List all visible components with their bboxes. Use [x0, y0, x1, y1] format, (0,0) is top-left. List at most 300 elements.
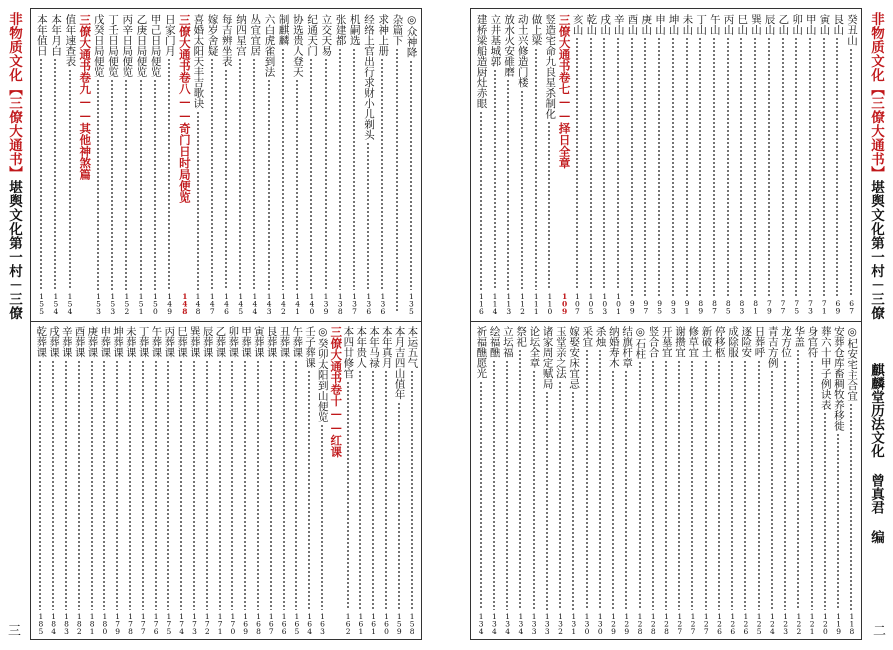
- page-number: 三: [8, 624, 22, 639]
- chapter-heading: [178, 14, 191, 314]
- entry-title: 庚葬课: [86, 326, 99, 358]
- toc-entry: [253, 326, 264, 634]
- entry-title: 艮山: [832, 14, 845, 35]
- leader-dots: [823, 37, 825, 297]
- page-ref: 131: [569, 611, 579, 634]
- page-ref: 93: [668, 299, 678, 314]
- entry-title: 本运五气: [406, 326, 419, 368]
- toc-entry: [48, 326, 59, 634]
- page-ref: 114: [490, 291, 500, 314]
- leader-dots: [599, 349, 601, 610]
- leader-dots: [411, 370, 413, 610]
- leader-dots: [612, 370, 614, 610]
- right-side-label: [868, 12, 884, 320]
- tagline: 堪舆文化第一村－三僚: [6, 180, 22, 320]
- entry-title: 丙葬课: [163, 326, 176, 358]
- entry-title: 乾山: [585, 14, 598, 35]
- page-number: 二: [873, 624, 887, 639]
- page-ref: 151: [136, 291, 146, 314]
- toc-entry: [292, 14, 303, 314]
- leader-dots: [69, 69, 71, 290]
- toc-entry: [304, 326, 315, 634]
- page-ref: 113: [504, 291, 514, 314]
- toc-entry: [489, 14, 500, 314]
- leader-dots: [771, 370, 773, 610]
- chapter-title: 三僚大通书卷十——红课: [329, 326, 344, 458]
- leader-dots: [559, 381, 561, 610]
- page-ref: 73: [806, 299, 815, 314]
- entry-title: 坤葬课: [111, 326, 124, 358]
- entry-title: 采宜: [581, 326, 594, 347]
- toc-entry: [99, 326, 110, 634]
- entry-title: 辰山: [763, 14, 776, 35]
- page-ref: 163: [318, 611, 327, 634]
- chapter-title: 三僚大通书卷七——择日全章: [557, 14, 572, 169]
- toc-entry: [249, 14, 260, 314]
- leader-dots: [296, 79, 298, 290]
- leader-dots: [410, 60, 412, 290]
- toc-entry: [201, 326, 212, 634]
- entry-title: 建桥梁船造厨灶赤眼: [475, 14, 488, 109]
- toc-entry: [541, 326, 552, 634]
- entry-title: 本四廿修官: [342, 326, 355, 379]
- toc-entry: [736, 14, 747, 314]
- leader-dots: [691, 360, 693, 610]
- page-ref: 81: [751, 299, 761, 314]
- leader-dots: [625, 370, 627, 610]
- toc-entry: [502, 326, 513, 634]
- leader-dots: [65, 360, 67, 610]
- entry-title: 竖合合: [647, 326, 660, 358]
- toc-entry: [150, 326, 161, 634]
- page-ref: 170: [228, 611, 238, 634]
- entry-title: 青吉方例: [766, 326, 779, 368]
- leader-dots: [225, 69, 227, 290]
- leader-dots: [797, 349, 799, 610]
- entry-title: 丁葬课: [137, 326, 150, 358]
- toc-entry: [206, 14, 217, 314]
- leader-dots: [644, 37, 646, 297]
- page-ref: 169: [241, 611, 251, 634]
- page-ref: 181: [87, 611, 97, 634]
- toc-entry: [571, 14, 582, 314]
- leader-dots: [535, 48, 537, 290]
- page-ref: 79: [764, 299, 774, 314]
- toc-entry: [50, 14, 61, 314]
- page-ref: 143: [264, 291, 274, 314]
- page-ref: 127: [675, 611, 685, 634]
- entry-title: 未葬课: [124, 326, 137, 358]
- leader-dots: [507, 79, 509, 290]
- leader-dots: [372, 370, 374, 610]
- entry-title: 玉堂亲之法: [554, 326, 567, 379]
- leader-dots: [836, 37, 838, 297]
- page-ref: 148: [193, 291, 203, 314]
- toc-entry: [240, 326, 251, 634]
- toc-entry: [833, 326, 844, 634]
- leader-dots: [731, 360, 733, 610]
- entry-title: 嫁岁舍疑: [206, 14, 219, 56]
- toc-entry: [818, 14, 829, 314]
- leader-dots: [686, 37, 688, 297]
- entry-title: 丁山: [695, 14, 708, 35]
- leader-dots: [784, 360, 786, 610]
- leader-dots: [639, 361, 641, 610]
- toc-entry: [517, 14, 528, 314]
- entry-title: 辛山: [612, 14, 625, 35]
- toc-entry: [544, 14, 555, 314]
- page-ref: 179: [113, 611, 123, 634]
- bracket-close: 】: [6, 166, 22, 180]
- leader-dots: [353, 48, 355, 290]
- entry-title: 寅山: [818, 14, 831, 35]
- page-ref: 168: [254, 611, 263, 634]
- book-title: 三僚大通书: [868, 96, 884, 166]
- entry-title: 机嗣选: [348, 14, 361, 46]
- page-ref: 123: [781, 611, 791, 634]
- toc-entry: [227, 326, 238, 634]
- leader-dots: [665, 360, 667, 610]
- leader-dots: [586, 349, 588, 610]
- leader-dots: [754, 37, 756, 297]
- leader-dots: [168, 58, 170, 290]
- page-ref: 167: [266, 611, 276, 634]
- left-page: [0, 8, 446, 640]
- entry-title: 开墓宜: [660, 326, 673, 358]
- entry-title: 壬子葬课: [303, 326, 316, 368]
- entry-title: 杀烛: [594, 326, 607, 347]
- page-ref: 83: [737, 299, 747, 314]
- leader-dots: [180, 360, 182, 610]
- leader-dots: [359, 370, 361, 610]
- entry-title: 动土兴修造门楼: [516, 14, 529, 88]
- toc-entry: [377, 14, 388, 314]
- leader-dots: [521, 90, 523, 290]
- entry-title: 卯山: [791, 14, 804, 35]
- leader-dots: [493, 360, 495, 610]
- leader-dots: [699, 37, 701, 297]
- page-ref: 126: [741, 611, 751, 634]
- toc-entry: [515, 326, 526, 634]
- page-ref: 132: [556, 611, 566, 634]
- leader-dots: [116, 360, 118, 610]
- leader-dots: [758, 360, 760, 610]
- page-ref: 152: [122, 291, 132, 314]
- toc-entry: [793, 326, 804, 634]
- toc-entry: [581, 326, 592, 634]
- leader-dots: [718, 360, 720, 610]
- toc-entry: [406, 326, 417, 634]
- leader-dots: [809, 37, 811, 297]
- leader-dots: [740, 37, 742, 297]
- toc-entry: [263, 14, 274, 314]
- leader-dots: [270, 360, 272, 610]
- entry-title: 申葬课: [99, 326, 112, 358]
- page-ref: 153: [94, 291, 103, 314]
- toc-entry: [306, 14, 317, 314]
- toc-entry: [320, 14, 331, 314]
- toc-entry: [334, 14, 345, 314]
- page-ref: 165: [292, 611, 302, 634]
- leader-dots: [140, 79, 142, 290]
- entry-title: 坤山: [667, 14, 680, 35]
- entry-title: 放水火安碓磨: [503, 14, 516, 77]
- page-ref: 128: [648, 611, 658, 634]
- entry-title: 经络上官出行求财小儿剃头: [363, 14, 376, 140]
- entry-title: 诸家周定赋局: [541, 326, 554, 389]
- entry-title: 巽葬课: [188, 326, 201, 358]
- leader-dots: [219, 360, 221, 610]
- toc-entry: [640, 14, 651, 314]
- chapter-heading: [78, 14, 91, 314]
- entry-title: 张建都: [334, 14, 347, 46]
- page-ref: 148: [180, 291, 190, 314]
- entry-title: 戊癸日局便览: [92, 14, 105, 77]
- page-ref: 134: [516, 611, 526, 634]
- leader-dots: [576, 37, 578, 290]
- entry-title: 逐险安: [740, 326, 753, 358]
- toc-entry: [832, 14, 843, 314]
- toc-entry: [568, 326, 579, 634]
- chapter-title: 三僚大通书卷九——其他神煞篇: [78, 14, 93, 180]
- leader-dots: [506, 360, 508, 610]
- toc-entry: [805, 14, 816, 314]
- page-ref: 127: [688, 611, 698, 634]
- toc-entry: [687, 326, 698, 634]
- leader-dots: [155, 360, 157, 610]
- entry-title: 甲葬课: [239, 326, 252, 358]
- leader-dots: [239, 58, 241, 290]
- page-ref: 95: [655, 299, 665, 314]
- page-ref: 144: [250, 291, 260, 314]
- page-ref: 161: [369, 611, 379, 634]
- entry-title: ◎石柱: [634, 326, 647, 359]
- entry-title: 戌山: [599, 14, 612, 35]
- toc-entry: [846, 326, 857, 634]
- toc-entry: [626, 14, 637, 314]
- toc-entry: [530, 14, 541, 314]
- toc-entry: [277, 14, 288, 314]
- leader-dots: [850, 403, 852, 610]
- entry-title: 丙辛日局便览: [121, 14, 134, 77]
- page-ref: 145: [236, 291, 246, 314]
- page-ref: 171: [215, 611, 225, 634]
- toc-entry: [661, 326, 672, 634]
- entry-title: 葬六十甲子例诀表: [819, 326, 832, 410]
- page-ref: 137: [350, 291, 359, 314]
- toc-entry: [709, 14, 720, 314]
- leader-dots: [54, 58, 56, 290]
- toc-entry: [137, 326, 148, 634]
- toc-entry: [488, 326, 499, 634]
- page-ref: 127: [701, 611, 711, 634]
- chapter-heading: [329, 326, 342, 634]
- leader-dots: [548, 121, 550, 290]
- entry-title: 纳四星宫: [235, 14, 248, 56]
- leader-dots: [111, 79, 113, 290]
- toc-entry: [594, 326, 605, 634]
- leader-dots: [533, 370, 535, 610]
- page-ref: 176: [151, 611, 161, 634]
- toc-entry: [64, 14, 75, 314]
- leader-dots: [480, 111, 482, 290]
- entry-title: 乙庚日局便览: [135, 14, 148, 77]
- entry-title: 戌葬课: [47, 326, 60, 358]
- book-title: 三僚大通书: [6, 96, 22, 166]
- page-ref: 183: [62, 611, 71, 634]
- toc-entry: [819, 326, 830, 634]
- toc-entry: [753, 326, 764, 634]
- entry-title: 寅葬课: [252, 326, 265, 358]
- entry-title: 巳葬课: [175, 326, 188, 358]
- page-ref: 135: [406, 291, 416, 314]
- tagline: 堪舆文化第一村－三僚: [868, 180, 884, 320]
- bracket-open: 【: [868, 82, 884, 96]
- entry-title: 未山: [681, 14, 694, 35]
- toc-entry: [667, 14, 678, 314]
- entry-title: 做上梁: [530, 14, 543, 46]
- toc-entry: [791, 14, 802, 314]
- toc-entry: [777, 14, 788, 314]
- entry-title: 巳山: [736, 14, 749, 35]
- leader-dots: [494, 69, 496, 290]
- entry-title: 乾葬课: [35, 326, 48, 358]
- page-ref: 172: [202, 611, 212, 634]
- toc-entry: [608, 326, 619, 634]
- toc-entry: [235, 14, 246, 314]
- leader-dots: [678, 360, 680, 610]
- page-ref: 161: [356, 611, 366, 634]
- page-ref: 134: [503, 611, 513, 634]
- page-ref: 87: [710, 299, 719, 314]
- leader-dots: [631, 37, 633, 297]
- page-ref: 121: [807, 611, 817, 634]
- chapter-title: 三僚大通书卷八——奇门日时局便览: [177, 14, 192, 203]
- toc-entry: [61, 326, 72, 634]
- page-ref: 110: [545, 291, 555, 314]
- entry-title: 立井基城郭: [489, 14, 502, 67]
- toc-entry: [35, 326, 46, 634]
- leader-dots: [546, 391, 548, 610]
- toc-entry: [405, 14, 416, 314]
- entry-title: 本年马禄: [367, 326, 380, 368]
- toc-entry: [149, 14, 160, 314]
- entry-title: 午葬课: [291, 326, 304, 358]
- entry-title: 辰葬课: [201, 326, 214, 358]
- leader-dots: [782, 37, 784, 297]
- page-ref: 134: [476, 611, 486, 634]
- toc-entry: [291, 326, 302, 634]
- page-ref: 146: [222, 291, 231, 314]
- page-ref: 164: [305, 611, 315, 634]
- entry-title: 谢攒宜: [674, 326, 687, 358]
- page-ref: 120: [820, 611, 830, 634]
- leader-dots: [39, 360, 41, 610]
- leader-dots: [705, 360, 707, 610]
- toc-entry: [121, 14, 132, 314]
- leader-dots: [396, 48, 398, 313]
- entry-title: 癸丑山: [845, 14, 858, 46]
- leader-dots: [617, 37, 619, 290]
- leader-dots: [78, 360, 80, 610]
- brand-label: 非物质文化: [868, 12, 884, 82]
- toc-entry: [806, 326, 817, 634]
- page-ref: 128: [662, 611, 671, 634]
- entry-title: 丙山: [722, 14, 735, 35]
- leader-dots: [282, 48, 284, 290]
- toc-entry: [722, 14, 733, 314]
- entry-title: 修草宜: [687, 326, 700, 358]
- leader-dots: [253, 58, 255, 290]
- entry-title: 庚山: [640, 14, 653, 35]
- toc-entry: [763, 14, 774, 314]
- leader-dots: [795, 37, 797, 297]
- leader-dots: [590, 37, 592, 290]
- entry-title: 每吉辨坐表: [220, 14, 233, 67]
- leader-dots: [283, 360, 285, 610]
- toc-entry: [163, 326, 174, 634]
- leader-dots: [398, 402, 400, 610]
- entry-title: 辛葬课: [60, 326, 73, 358]
- entry-title: 午葬课: [150, 326, 163, 358]
- leader-dots: [129, 360, 131, 610]
- page-ref: 89: [696, 299, 706, 314]
- toc-entry: [125, 326, 136, 634]
- toc-entry: [214, 326, 225, 634]
- page-ref: 107: [572, 291, 582, 314]
- entry-title: 协选贵人登天: [291, 14, 304, 77]
- author-label: 麒麟堂历法文化 曾真君 编: [868, 363, 884, 544]
- page-ref: 159: [394, 611, 404, 634]
- leader-dots: [850, 48, 852, 298]
- leader-dots: [167, 360, 169, 610]
- leader-dots: [658, 37, 660, 297]
- leader-dots: [837, 433, 839, 610]
- entry-title: 立坛福: [501, 326, 514, 358]
- leader-dots: [321, 424, 323, 610]
- toc-entry: [363, 14, 374, 314]
- entry-title: 日葬呼: [753, 326, 766, 358]
- bracket-close: 】: [868, 166, 884, 180]
- toc-entry: [700, 326, 711, 634]
- toc-entry: [317, 326, 328, 634]
- entry-title: 停移柩: [713, 326, 726, 358]
- toc-entry: [475, 14, 486, 314]
- page-ref: 182: [74, 611, 84, 634]
- entry-title: 本月吉四山值年: [393, 326, 406, 400]
- toc-entry: [393, 326, 404, 634]
- page-ref: 133: [542, 611, 552, 634]
- page-ref: 173: [190, 611, 199, 634]
- middle-rule: [31, 321, 421, 322]
- leader-dots: [652, 360, 654, 610]
- page-ref: 97: [641, 299, 651, 314]
- toc-entry: [192, 14, 203, 314]
- page-ref: 136: [364, 291, 374, 314]
- page-ref: 130: [595, 611, 605, 634]
- toc-entry: [766, 326, 777, 634]
- entry-title: ◎癸卯太阳到山便览: [316, 326, 329, 422]
- page-ref: 178: [126, 611, 135, 634]
- toc-entry: [221, 14, 232, 314]
- entry-title: 本年贵人: [355, 326, 368, 368]
- toc-entry: [36, 14, 47, 314]
- leader-dots: [206, 360, 208, 610]
- entry-title: 甲己日局便览: [149, 14, 162, 77]
- page-ref: 153: [108, 291, 118, 314]
- entry-title: 卯葬课: [227, 326, 240, 358]
- page-ref: 149: [165, 291, 175, 314]
